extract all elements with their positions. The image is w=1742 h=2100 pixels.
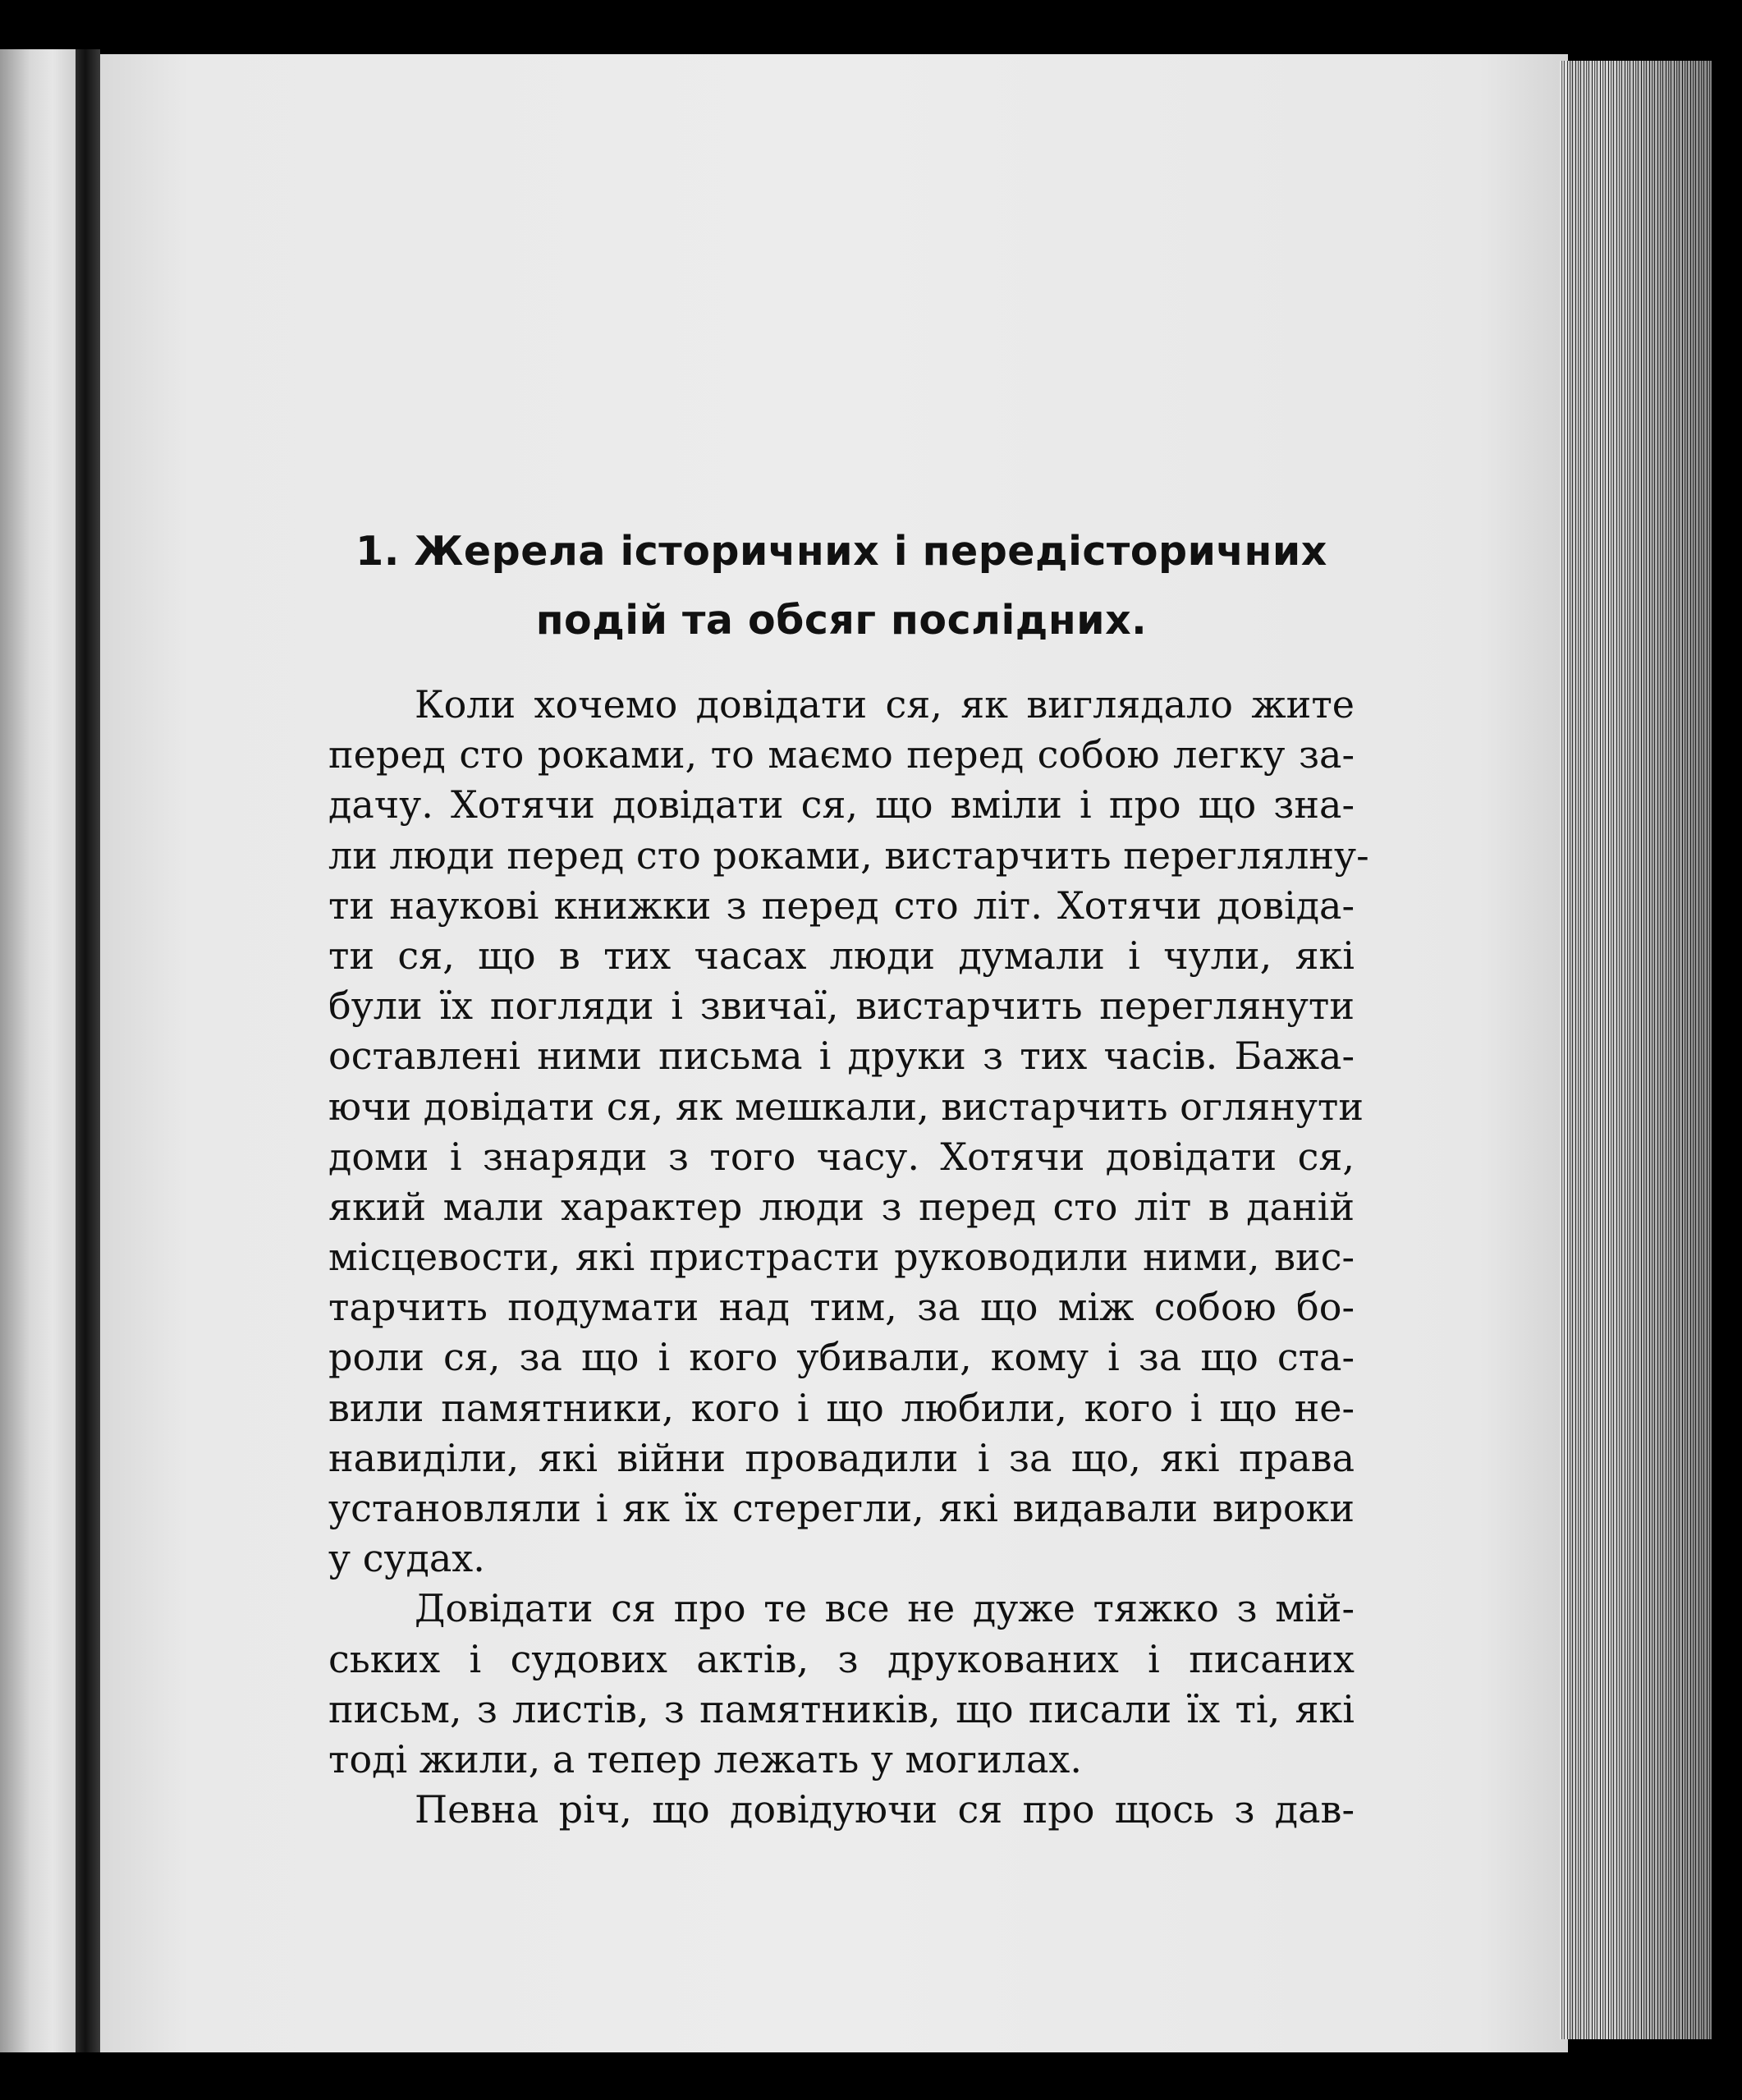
text-line: ти наукові книжки з перед сто літ. Хотячи довіда- — [328, 883, 1355, 928]
text-line: Довідати ся про те все не дуже тяжко з мій- — [415, 1586, 1355, 1631]
text-line: ючи довідати ся, як мешкали, вистарчить оглянути — [328, 1084, 1364, 1129]
text-line: перед сто роками, то маємо перед собою легку за- — [328, 732, 1355, 777]
text-line: були їх погляди і звичаї, вистарчить переглянути — [328, 984, 1355, 1029]
body-text — [328, 680, 1369, 1835]
chapter-heading-line-2: подій та обсяг послідних. — [535, 597, 1148, 644]
text-line: дачу. Хотячи довідати ся, що вміли і про що зна- — [328, 782, 1355, 828]
text-line: у судах. — [328, 1536, 485, 1581]
text-line: який мали характер люди з перед сто літ в даній — [328, 1184, 1355, 1229]
text-line: тарчить подумати над тим, за що між собою бо- — [328, 1285, 1355, 1330]
text-line: роли ся, за що і кого убивали, кому і за що ста- — [328, 1335, 1355, 1380]
text-line: доми і знаряди з того часу. Хотячи довідати ся, — [328, 1134, 1355, 1179]
text-line: місцевости, які пристрасти руководили ними, вис- — [328, 1235, 1355, 1280]
page-content — [328, 517, 1369, 1835]
text-line: Коли хочемо довідати ся, як виглядало жите — [415, 682, 1355, 727]
text-line: письм, з листів, з памятників, що писали їх ті, які — [328, 1686, 1355, 1731]
text-line: Певна річ, що довідуючи ся про щось з дав- — [415, 1787, 1355, 1832]
chapter-heading-line-1: 1. Жерела історичних і передісторичних — [355, 528, 1327, 575]
text-line: навиділи, які війни провадили і за що, які права — [328, 1435, 1355, 1480]
text-line: установляли і як їх стерегли, які видавали вироки — [328, 1486, 1355, 1530]
text-line: ських і судових актів, з друкованих і писаних — [328, 1636, 1355, 1681]
text-line: ли люди перед сто роками, вистарчить переглялну- — [328, 832, 1369, 878]
book-gutter — [76, 49, 100, 2052]
page-edges-shade — [1560, 61, 1712, 2039]
text-line: оставлені ними письма і друки з тих часів. Бажа- — [328, 1034, 1355, 1079]
text-line: тоді жили, а тепер лежать у могилах. — [328, 1736, 1083, 1781]
text-line: ти ся, що в тих часах люди думали і чули, які — [328, 933, 1355, 978]
chapter-heading — [328, 517, 1355, 655]
facing-page-edge — [0, 49, 76, 2052]
text-line: вили памятники, кого і що любили, кого і що не- — [328, 1385, 1355, 1430]
